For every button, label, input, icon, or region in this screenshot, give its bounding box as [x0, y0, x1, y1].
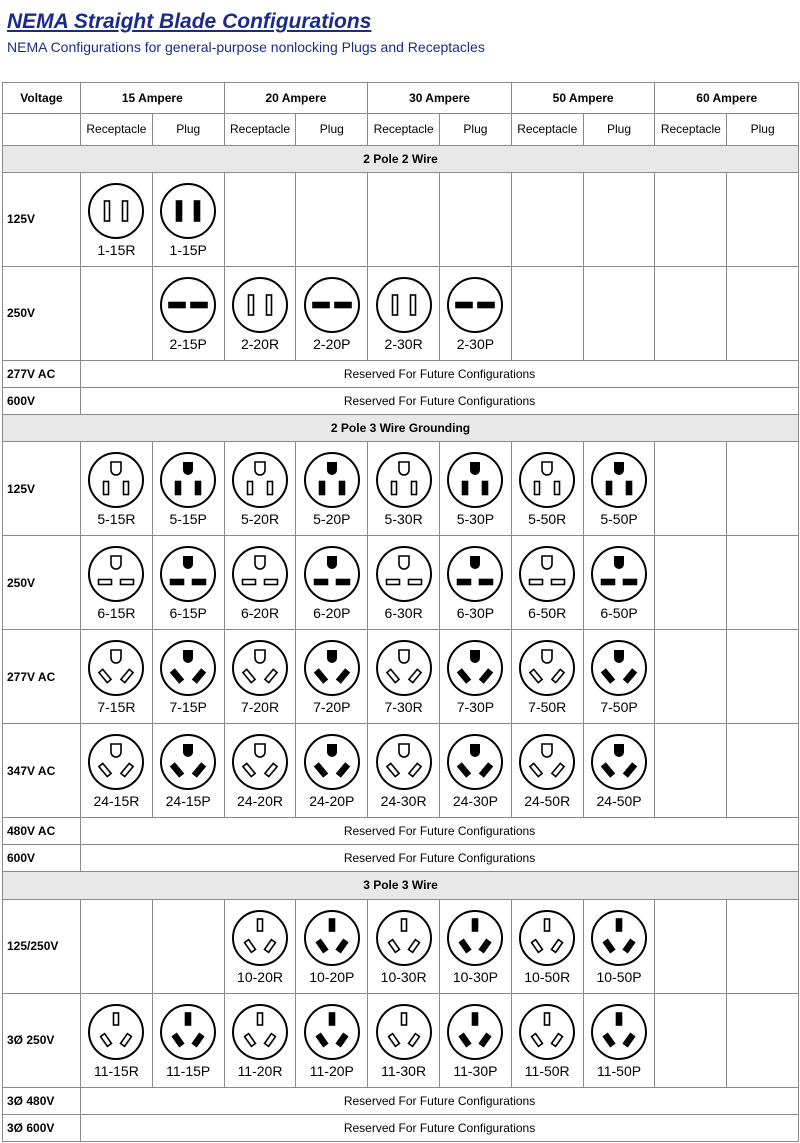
voltage-label: 125/250V [3, 899, 81, 993]
config-cell [296, 724, 368, 818]
config-cell [296, 993, 368, 1087]
config-label: 24-50P [596, 793, 642, 810]
config-label: 10-50R [524, 968, 571, 985]
ampere-header: 60 Ampere [655, 83, 799, 114]
config-label: 10-20R [237, 968, 283, 985]
voltage-label: 3Ø 250V [3, 993, 81, 1087]
voltage-header: Voltage [3, 83, 81, 114]
config-row [3, 993, 799, 1087]
config-row [3, 360, 799, 387]
ampere-header: 15 Ampere [81, 83, 225, 114]
config-label: 2-15P [169, 335, 207, 352]
config-cell [583, 899, 655, 993]
empty-cell [152, 899, 224, 993]
config-cell [224, 899, 296, 993]
config-7-30p-icon [445, 638, 505, 698]
voltage-label: 600V [3, 845, 81, 872]
config-cell [583, 442, 655, 536]
config-row [3, 818, 799, 845]
config-5-50p-icon [589, 450, 649, 510]
empty-cell [511, 172, 583, 266]
config-cell [296, 266, 368, 360]
reserved-note: Reserved For Future Configurations [81, 1114, 799, 1141]
ampere-header: 50 Ampere [511, 83, 655, 114]
config-6-20r-icon [230, 544, 290, 604]
config-11-20r-icon [230, 1002, 290, 1062]
config-cell [440, 536, 512, 630]
config-11-15r-icon [86, 1002, 146, 1062]
nema-configuration-table [2, 82, 799, 1142]
empty-cell [655, 724, 727, 818]
config-7-30r-icon [374, 638, 434, 698]
config-cell [368, 724, 440, 818]
config-label: 24-15R [93, 793, 140, 810]
config-cell [368, 899, 440, 993]
config-cell [368, 630, 440, 724]
section-row [3, 872, 799, 899]
type-header: Receptacle [81, 114, 153, 145]
blank-cell [3, 114, 81, 145]
config-label: 24-20R [237, 793, 283, 810]
config-label: 5-50R [528, 511, 567, 528]
config-label: 11-20R [237, 1062, 283, 1079]
config-label: 6-20P [313, 605, 351, 622]
config-7-20r-icon [230, 638, 290, 698]
reserved-note: Reserved For Future Configurations [81, 387, 799, 414]
config-6-15p-icon [158, 544, 218, 604]
config-cell [583, 630, 655, 724]
config-cell [81, 993, 153, 1087]
config-row [3, 724, 799, 818]
voltage-label: 3Ø 600V [3, 1114, 81, 1141]
type-header: Plug [583, 114, 655, 145]
empty-cell [727, 630, 799, 724]
empty-cell [583, 172, 655, 266]
config-cell [296, 536, 368, 630]
config-row [3, 536, 799, 630]
config-cell [583, 724, 655, 818]
config-row [3, 172, 799, 266]
voltage-label: 125V [3, 172, 81, 266]
empty-cell [655, 630, 727, 724]
config-label: 5-15R [97, 511, 136, 528]
config-cell [81, 630, 153, 724]
config-cell [81, 724, 153, 818]
config-10-30p-icon [445, 908, 505, 968]
type-header: Receptacle [511, 114, 583, 145]
config-label: 5-15P [169, 511, 207, 528]
config-row [3, 266, 799, 360]
empty-cell [727, 536, 799, 630]
config-11-30p-icon [445, 1002, 505, 1062]
config-1-15p-icon [158, 181, 218, 241]
config-11-50r-icon [517, 1002, 577, 1062]
config-cell [152, 724, 224, 818]
config-label: 11-15R [93, 1062, 139, 1079]
config-label: 6-50P [600, 605, 638, 622]
config-label: 11-50R [524, 1062, 570, 1079]
config-5-30p-icon [445, 450, 505, 510]
empty-cell [583, 266, 655, 360]
config-11-20p-icon [302, 1002, 362, 1062]
page-subtitle: NEMA Configurations for general-purpose nonlocking Plugs and Receptacles [7, 39, 485, 55]
config-10-50p-icon [589, 908, 649, 968]
config-6-50p-icon [589, 544, 649, 604]
empty-cell [81, 266, 153, 360]
config-cell [583, 993, 655, 1087]
config-11-15p-icon [158, 1002, 218, 1062]
empty-cell [655, 442, 727, 536]
config-5-15p-icon [158, 450, 218, 510]
empty-cell [511, 266, 583, 360]
voltage-label: 277V AC [3, 630, 81, 724]
empty-cell [727, 442, 799, 536]
empty-cell [655, 266, 727, 360]
header-row [3, 83, 799, 114]
config-7-50r-icon [517, 638, 577, 698]
empty-cell [440, 172, 512, 266]
config-label: 7-20P [313, 699, 351, 716]
config-cell [224, 266, 296, 360]
reserved-note: Reserved For Future Configurations [81, 1087, 799, 1114]
config-label: 5-20P [313, 511, 351, 528]
config-24-50r-icon [517, 732, 577, 792]
config-label: 2-30R [384, 335, 423, 352]
config-24-30p-icon [445, 732, 505, 792]
empty-cell [727, 899, 799, 993]
voltage-label: 277V AC [3, 360, 81, 387]
config-11-30r-icon [374, 1002, 434, 1062]
page-title: NEMA Straight Blade Configurations [7, 10, 372, 33]
reserved-note: Reserved For Future Configurations [81, 360, 799, 387]
config-label: 2-30P [456, 335, 495, 352]
type-header: Plug [296, 114, 368, 145]
config-cell [368, 993, 440, 1087]
config-row [3, 442, 799, 536]
config-label: 11-15P [166, 1062, 211, 1079]
empty-cell [368, 172, 440, 266]
config-row [3, 899, 799, 993]
config-cell [368, 266, 440, 360]
config-6-20p-icon [302, 544, 362, 604]
config-cell [440, 899, 512, 993]
config-label: 10-30P [452, 968, 498, 985]
empty-cell [727, 266, 799, 360]
config-label: 11-30P [453, 1062, 498, 1079]
config-label: 7-30P [456, 699, 495, 716]
config-11-50p-icon [589, 1002, 649, 1062]
config-cell [81, 172, 153, 266]
config-cell [296, 630, 368, 724]
config-label: 24-50R [524, 793, 571, 810]
config-5-20p-icon [302, 450, 362, 510]
config-label: 5-20R [240, 511, 280, 528]
config-cell [511, 536, 583, 630]
config-2-15p-icon [158, 275, 218, 335]
config-label: 11-30R [381, 1062, 427, 1079]
config-10-20r-icon [230, 908, 290, 968]
ampere-header: 20 Ampere [224, 83, 368, 114]
config-cell [224, 442, 296, 536]
config-cell [224, 724, 296, 818]
config-10-20p-icon [302, 908, 362, 968]
config-label: 2-20P [313, 335, 351, 352]
reserved-note: Reserved For Future Configurations [81, 818, 799, 845]
config-cell [511, 899, 583, 993]
config-cell [583, 536, 655, 630]
config-cell [511, 993, 583, 1087]
config-24-20p-icon [302, 732, 362, 792]
type-header: Receptacle [224, 114, 296, 145]
config-label: 1-15R [97, 241, 136, 258]
config-7-20p-icon [302, 638, 362, 698]
empty-cell [655, 993, 727, 1087]
config-label: 1-15P [169, 241, 207, 258]
config-label: 6-20R [240, 605, 280, 622]
config-label: 7-15R [97, 699, 136, 716]
config-label: 6-50R [528, 605, 567, 622]
config-cell [440, 266, 512, 360]
config-label: 7-50P [600, 699, 638, 716]
config-6-30p-icon [445, 544, 505, 604]
voltage-label: 480V AC [3, 818, 81, 845]
config-cell [511, 630, 583, 724]
config-label: 5-30P [456, 511, 495, 528]
config-cell [152, 536, 224, 630]
config-label: 24-20P [309, 793, 355, 810]
config-cell [296, 442, 368, 536]
config-10-50r-icon [517, 908, 577, 968]
config-cell [440, 993, 512, 1087]
config-row [3, 630, 799, 724]
section-title: 2 Pole 2 Wire [3, 145, 799, 172]
config-6-50r-icon [517, 544, 577, 604]
voltage-label: 250V [3, 266, 81, 360]
config-24-30r-icon [374, 732, 434, 792]
empty-cell [655, 536, 727, 630]
config-cell [81, 442, 153, 536]
voltage-label: 600V [3, 387, 81, 414]
type-header: Plug [152, 114, 224, 145]
config-5-20r-icon [230, 450, 290, 510]
config-cell [368, 536, 440, 630]
voltage-label: 125V [3, 442, 81, 536]
config-cell [152, 630, 224, 724]
section-title: 2 Pole 3 Wire Grounding [3, 415, 799, 442]
config-24-15r-icon [86, 732, 146, 792]
config-cell [152, 993, 224, 1087]
type-header: Receptacle [655, 114, 727, 145]
config-5-30r-icon [374, 450, 434, 510]
config-cell [368, 442, 440, 536]
config-label: 6-15P [169, 605, 207, 622]
section-title: 3 Pole 3 Wire [3, 872, 799, 899]
voltage-label: 347V AC [3, 724, 81, 818]
config-cell [440, 724, 512, 818]
config-label: 7-15P [169, 699, 207, 716]
config-cell [152, 442, 224, 536]
empty-cell [81, 899, 153, 993]
empty-cell [224, 172, 296, 266]
config-label: 24-15P [165, 793, 211, 810]
config-7-15r-icon [86, 638, 146, 698]
empty-cell [655, 899, 727, 993]
config-row [3, 387, 799, 414]
voltage-label: 3Ø 480V [3, 1087, 81, 1114]
config-label: 10-20P [309, 968, 355, 985]
section-row [3, 415, 799, 442]
config-label: 7-20R [240, 699, 280, 716]
config-label: 7-50R [528, 699, 567, 716]
config-label: 24-30R [380, 793, 427, 810]
empty-cell [655, 172, 727, 266]
config-2-20r-icon [230, 275, 290, 335]
config-cell [81, 536, 153, 630]
config-row [3, 845, 799, 872]
config-label: 11-50P [596, 1062, 642, 1079]
config-cell [511, 724, 583, 818]
type-header: Receptacle [368, 114, 440, 145]
config-24-15p-icon [158, 732, 218, 792]
config-row [3, 1114, 799, 1141]
config-cell [152, 172, 224, 266]
empty-cell [727, 724, 799, 818]
config-24-20r-icon [230, 732, 290, 792]
config-label: 2-20R [240, 335, 280, 352]
config-10-30r-icon [374, 908, 434, 968]
config-label: 5-30R [384, 511, 423, 528]
config-cell [224, 993, 296, 1087]
config-1-15r-icon [86, 181, 146, 241]
config-cell [296, 899, 368, 993]
type-header: Plug [727, 114, 799, 145]
ampere-header: 30 Ampere [368, 83, 512, 114]
empty-cell [296, 172, 368, 266]
config-5-15r-icon [86, 450, 146, 510]
config-5-50r-icon [517, 450, 577, 510]
subheader-row [3, 114, 799, 145]
voltage-label: 250V [3, 536, 81, 630]
config-label: 6-30P [456, 605, 495, 622]
config-6-30r-icon [374, 544, 434, 604]
config-7-15p-icon [158, 638, 218, 698]
empty-cell [727, 993, 799, 1087]
config-cell [511, 442, 583, 536]
config-cell [224, 536, 296, 630]
config-cell [152, 266, 224, 360]
empty-cell [727, 172, 799, 266]
config-row [3, 1087, 799, 1114]
config-cell [440, 442, 512, 536]
reserved-note: Reserved For Future Configurations [81, 845, 799, 872]
config-24-50p-icon [589, 732, 649, 792]
config-2-30p-icon [445, 275, 505, 335]
config-label: 11-20P [309, 1062, 354, 1079]
config-7-50p-icon [589, 638, 649, 698]
section-row [3, 145, 799, 172]
config-label: 10-30R [380, 968, 427, 985]
config-2-20p-icon [302, 275, 362, 335]
config-cell [224, 630, 296, 724]
config-label: 5-50P [600, 511, 638, 528]
config-6-15r-icon [86, 544, 146, 604]
config-label: 6-30R [384, 605, 423, 622]
config-cell [440, 630, 512, 724]
config-label: 7-30R [384, 699, 423, 716]
config-label: 24-30P [452, 793, 498, 810]
type-header: Plug [440, 114, 512, 145]
config-label: 6-15R [97, 605, 136, 622]
config-2-30r-icon [374, 275, 434, 335]
config-label: 10-50P [596, 968, 642, 985]
